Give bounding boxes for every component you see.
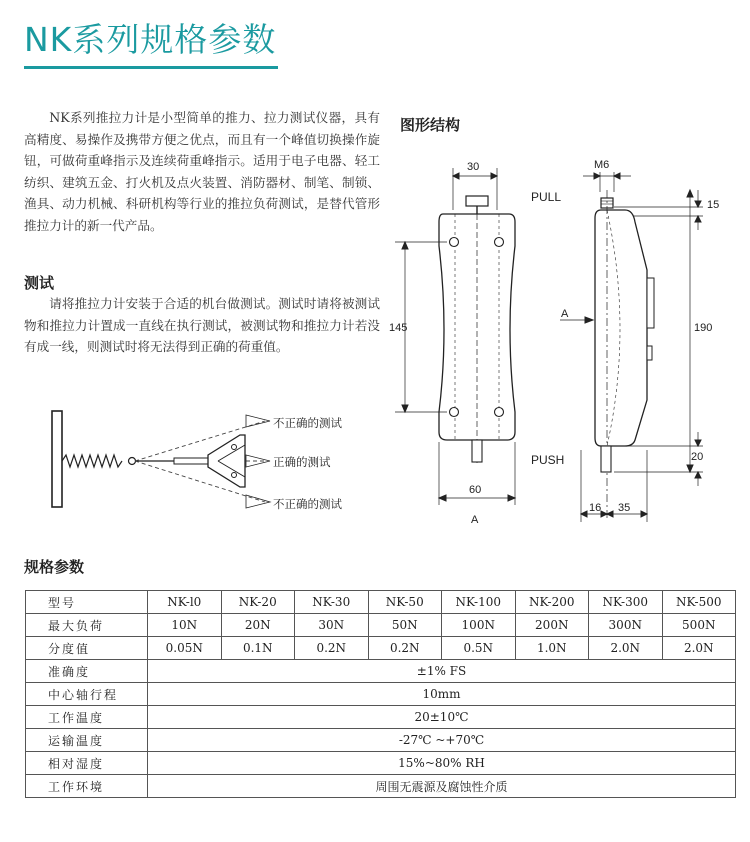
table-row <box>26 775 736 798</box>
dim-16: 16 <box>589 502 602 514</box>
table-row <box>26 614 736 637</box>
row-label-humidity: 相对湿度 <box>26 752 148 775</box>
cell-model: NK-20 <box>221 591 295 614</box>
page-title: NK系列规格参数 <box>24 14 278 69</box>
cell-division: 0.5N <box>442 637 516 660</box>
label-push: PUSH <box>531 453 565 467</box>
cell-division: 0.1N <box>221 637 295 660</box>
table-row <box>26 660 736 683</box>
dim-35: 35 <box>618 502 631 514</box>
cell-humidity: 15%~80% RH <box>148 752 736 775</box>
label-pull: PULL <box>531 190 562 204</box>
specs-heading: 规格参数 <box>24 558 85 576</box>
cell-model: NK-200 <box>515 591 589 614</box>
dim-20: 20 <box>691 451 704 463</box>
row-label-work-temp: 工作温度 <box>26 706 148 729</box>
label-incorrect-bottom: 不正确的测试 <box>273 497 342 511</box>
side-body <box>595 210 647 446</box>
fixture-wall <box>52 411 62 507</box>
cell-max-load: 50N <box>368 614 442 637</box>
row-label-model: 型号 <box>26 591 148 614</box>
dim-front-width: 60 <box>469 484 482 496</box>
table-row <box>26 706 736 729</box>
cell-accuracy: ±1% FS <box>148 660 736 683</box>
cell-max-load: 300N <box>589 614 663 637</box>
dim-thread: M6 <box>594 159 610 171</box>
view-label-a: A <box>471 514 479 526</box>
cell-division: 0.2N <box>368 637 442 660</box>
table-row <box>26 637 736 660</box>
row-label-max-load: 最大负荷 <box>26 614 148 637</box>
arrow-label-a: A <box>561 308 569 320</box>
test-paragraph <box>24 293 380 358</box>
front-view <box>395 168 515 505</box>
spring-coil <box>62 455 122 467</box>
row-label-division: 分度值 <box>26 637 148 660</box>
table-row <box>26 591 736 614</box>
test-text: 请将推拉力计安装于合适的机台做测试。测试时请将被测试物和推拉力计置成一直线在执行测试，被测试物和推拉力计若没有成一线，则测试时将无法得到正确的荷重值。 <box>24 296 380 354</box>
cell-stroke: 10mm <box>148 683 736 706</box>
cell-division: 2.0N <box>662 637 736 660</box>
cell-model: NK-100 <box>442 591 516 614</box>
gauge-body <box>208 435 245 487</box>
intro-text: NK系列推拉力计是小型简单的推力、拉力测试仪器，具有高精度、易操作及携带方便之优点，而且有一个峰值切换操作旋钮，可做荷重峰指示及连续荷重峰指示。适用于电子电器、轻工纺织、建筑五金、打火机及点火装置、消防器材、制笔、制锁、渔具、动力机械、科研机构等行业的推拉负荷测试，是替代管形推拉力计的新一代产品。 <box>24 110 380 233</box>
cell-max-load: 100N <box>442 614 516 637</box>
dim-15: 15 <box>707 199 720 211</box>
side-view <box>560 172 703 522</box>
test-heading: 测试 <box>24 274 55 292</box>
structure-heading: 图形结构 <box>400 116 461 134</box>
table-row <box>26 752 736 775</box>
dim-front-height: 145 <box>389 322 408 334</box>
table-row <box>26 729 736 752</box>
cell-max-load: 500N <box>662 614 736 637</box>
specs-table <box>25 590 736 798</box>
label-incorrect-top: 不正确的测试 <box>273 416 342 430</box>
cell-model: NK-30 <box>295 591 369 614</box>
cell-model: NK-300 <box>589 591 663 614</box>
cell-division: 0.05N <box>148 637 222 660</box>
gauge-rod <box>174 458 208 464</box>
row-label-environment: 工作环境 <box>26 775 148 798</box>
row-label-transport-temp: 运输温度 <box>26 729 148 752</box>
row-label-stroke: 中心轴行程 <box>26 683 148 706</box>
cell-division: 1.0N <box>515 637 589 660</box>
cell-model: NK-l0 <box>148 591 222 614</box>
intro-paragraph <box>24 107 380 236</box>
dim-front-top: 30 <box>467 161 480 173</box>
test-diagram <box>40 405 380 520</box>
cell-max-load: 20N <box>221 614 295 637</box>
cell-division: 2.0N <box>589 637 663 660</box>
row-label-accuracy: 准确度 <box>26 660 148 683</box>
cell-max-load: 10N <box>148 614 222 637</box>
cell-work-temp: 20±10℃ <box>148 706 736 729</box>
hook-ring <box>129 458 136 465</box>
cell-model: NK-50 <box>368 591 442 614</box>
structure-diagram <box>385 150 745 535</box>
cell-transport-temp: -27℃ ~+70℃ <box>148 729 736 752</box>
cell-max-load: 200N <box>515 614 589 637</box>
cell-model: NK-500 <box>662 591 736 614</box>
cell-environment: 周围无震源及腐蚀性介质 <box>148 775 736 798</box>
dim-190: 190 <box>694 322 713 334</box>
cell-division: 0.2N <box>295 637 369 660</box>
table-row <box>26 683 736 706</box>
cell-max-load: 30N <box>295 614 369 637</box>
label-correct: 正确的测试 <box>273 455 331 469</box>
